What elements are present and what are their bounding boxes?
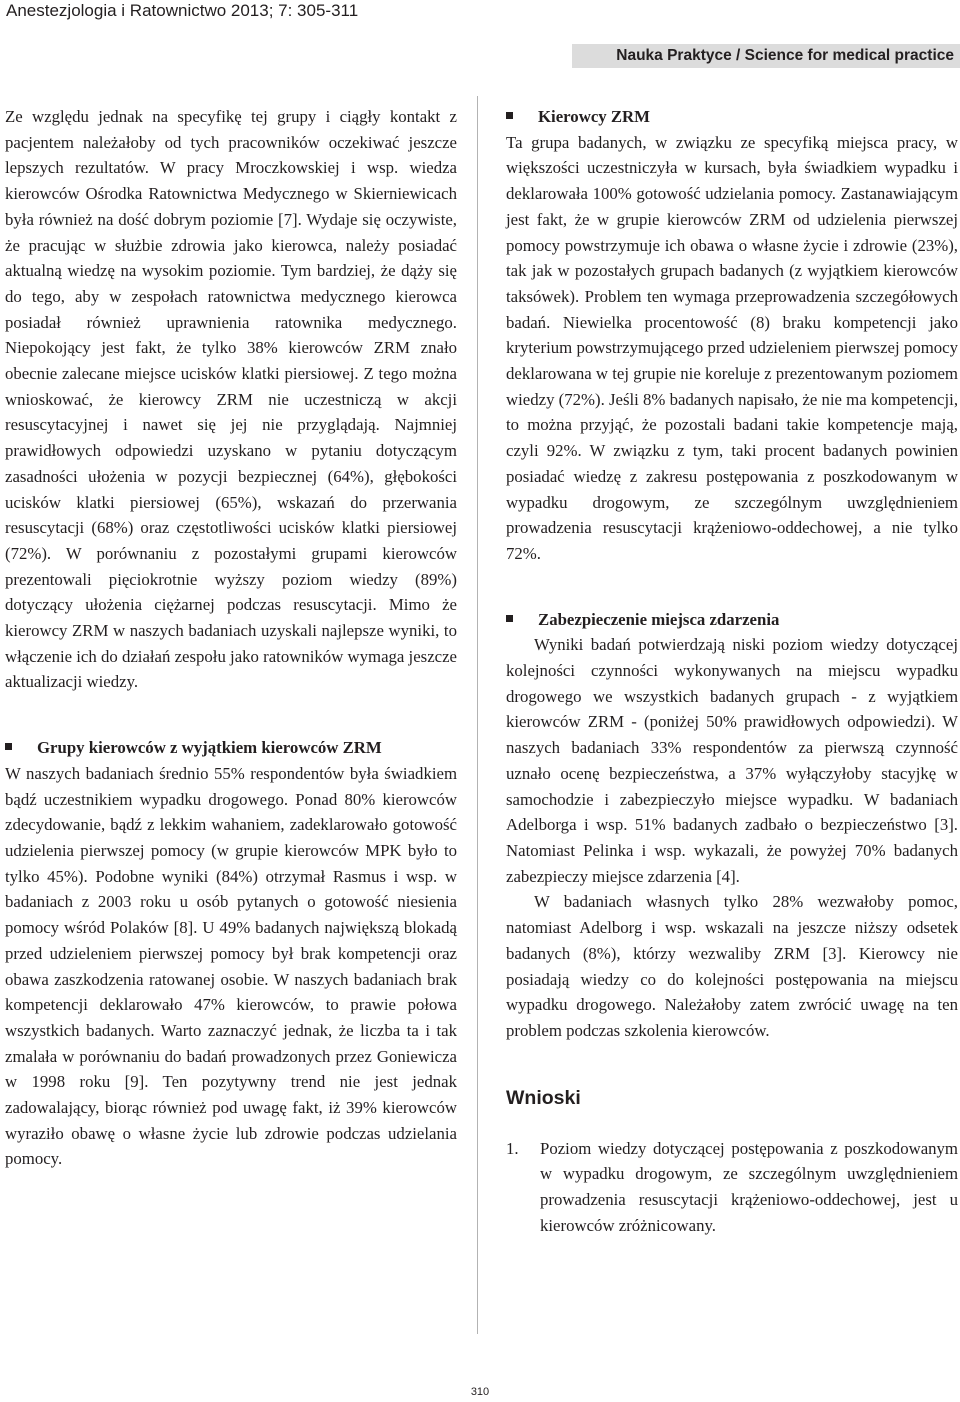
bullet-heading	[5, 735, 457, 761]
spacer	[5, 695, 457, 735]
page-number: 310	[470, 1386, 490, 1398]
column-divider	[477, 96, 478, 1334]
conclusion-item	[506, 1136, 958, 1239]
journal-citation: Anestezjologia i Ratownictwo 2013; 7: 305-311	[6, 1, 359, 20]
right-column	[506, 104, 958, 1238]
bullet-paragraph: Ta grupa badanych, w związku ze specyfiką miejsca pracy, w większości uczestniczyła w kursach, była świadkiem wypadku i deklarowała 100% gotowość udzielania pomocy. Zastanawiającym jest fakt, że w grupie kierowców ZRM od udzielenia pierwszej pomocy powstrzymuje ich obawa o własne życie i zdrowie (23%), tak jak w pozostałych grupach badanych (z wyjątkiem kierowców taksówek). Problem ten wymaga przeprowadzenia szczegółowych badań. Niewielka procentowość (8) braku kompetencji jako kryterium powstrzymującego przed udzieleniem pierwszej pomocy deklarowana w tej grupie nie koreluje z prezentowanym poziomem wiedzy (72%). Jeśli 8% badanych napisało, że nie ma kompetencji, to można przyjąć, że pozostali badani takie kompetencje mają, czyli 92%. W związku z tym, taki procent badanych powinien posiadać wiedzę z zakresu postępowania z poszkodowanym w wypadku drogowym, ze szczególnym uwzględnieniem prowadzenia resuscytacji krążeniowo-oddechowej, a nie tylko 72%.	[506, 132, 959, 563]
bullet-paragraph: W naszych badaniach średnio 55% respondentów była świadkiem bądź uczestnikiem wypadku drogowego. Ponad 80% kierowców zdecydowanie, bądź z lekkim wahaniem, zadeklarowało gotowość udzielenia pierwszej pomocy (w grupie kierowców MPK było to tylko 45%). Podobne wyniki (84%) otrzymał Rasmus i wsp. w badaniach z 2003 roku u osób pytanych o gotowość niesienia pomocy wśród Polaków [8]. U 49% badanych największą blokadą przed udzieleniem pierwszej pomocy był brak kompetencji oraz obawa zaszkodzenia ratowanej osobie. W naszych badaniach brak kompetencji deklarowało 47% kierowców, to prawie połowa wszystkich badanych. Warto zaznaczyć jednak, że liczba ta i tak zmalała w porównaniu do badań prowadzonych przez Goniewicza w 1998 roku [9]. Ten pozytywny trend nie jest jednak zadowalający, biorąc również pod uwagę fakt, iż 39% kierowców wyraziło obawę o własne życie lub zdrowie podczas udzielania pomocy.	[5, 763, 457, 1169]
section-label: Nauka Praktyce / Science for medical practice	[616, 47, 954, 64]
square-bullet-icon	[506, 615, 513, 622]
bullet-heading-text: Zabezpieczenie miejsca zdarzenia	[538, 609, 780, 629]
bullet-paragraph: W badaniach własnych tylko 28% wezwałoby pomoc, natomiast Adelborg i wsp. wskazali na jeszcze niższy odsetek badanych (8%), którzy wezwaliby ZRM [3]. Kierowcy nie posiadają wiedzy co do kolejności postępowania na miejscu wypadku drogowego. Należałoby zatem zwrócić uwagę na ten problem podczas szkolenia kierowców.	[506, 892, 958, 1040]
square-bullet-icon	[506, 112, 513, 119]
bullet-paragraph: Wyniki badań potwierdzają niski poziom wiedzy dotyczącej kolejności czynności wykonywanych na miejscu wypadku drogowego we wszystkich badanych grupach - z wyjątkiem kierowców ZRM - (poniżej 50% prawidłowych odpowiedzi). W naszych badaniach 33% respondentów za pierwszą czynność uznało ocenę bezpieczeństwa, a 37% wyłączyłoby stacyjkę w samochodzie i zabezpieczyło miejsce wypadku. W badaniach Adelborga i wsp. 51% badanych zadbało o bezpieczeństwo [3]. Natomiast Pelinka i wsp. wykazali, że powyżej 70% badanych zabezpieczy miejsce zdarzenia [4].	[506, 635, 958, 886]
square-bullet-icon	[5, 743, 12, 750]
section-header-band	[572, 44, 960, 68]
conclusion-number: 1.	[506, 1138, 519, 1158]
conclusion-text: Poziom wiedzy dotyczącej postępowania z poszkodowanym w wypadku drogowym, ze szczególnym uwzględnieniem prowadzenia resuscytacji krążeniowo-oddechowej, jest u kierowców zróżnicowany.	[540, 1138, 958, 1235]
bullet-heading	[506, 104, 958, 130]
spacer	[506, 1112, 958, 1136]
spacer	[506, 1044, 958, 1084]
left-column	[5, 104, 457, 1172]
bullet-heading	[506, 607, 958, 633]
conclusions-heading: Wnioski	[506, 1086, 581, 1109]
spacer	[506, 567, 958, 607]
bullet-heading-text: Grupy kierowców z wyjątkiem kierowców ZRM	[37, 738, 382, 758]
bullet-heading-text: Kierowcy ZRM	[538, 107, 651, 126]
discussion-paragraph: Ze względu jednak na specyfikę tej grupy i ciągły kontakt z pacjentem należałoby od tych pracowników oczekiwać jeszcze lepszych rezultatów. W pracy Mroczkowskiej i wsp. wiedza kierowców Ośrodka Ratownictwa Medycznego w Skierniewicach była również na dość dobrym poziomie [7]. Wydaje się oczywiste, że pracując w służbie zdrowia jako kierowca, należy posiadać aktualną wiedzę na wysokim poziomie. Tym bardziej, że dąży się do tego, aby w zespołach ratownictwa medycznego kierowca posiadał również uprawnienia ratownika medycznego. Niepokojący jest fakt, że tylko 38% kierowców ZRM znało obecnie zalecane miejsce ucisków klatki piersiowej. Z tego można wnioskować, że kierowcy ZRM nie uczestniczą w akcji resuscytacyjnej i nawet się jej nie przyglądają. Najmniej prawidłowych odpowiedzi uzyskano w pytaniu dotyczącym zasadności ułożenia w pozycji bezpiecznej (64%), głębokości ucisków klatki piersiowej (65%), wskazań do przerwania resuscytacji (68%) oraz częstotliwości ucisków klatki piersiowej (72%). W porównaniu z pozostałymi grupami kierowców prezentowali pięciokrotnie wyższy poziom wiedzy (89%) dotyczący ułożenia ciężarnej podczas resuscytacji. Mimo że kierowcy ZRM w naszych badaniach uzyskali najlepsze wyniki, to włączenie ich do działań zespołu jako ratowników wymaga jeszcze aktualizacji wiedzy.	[5, 107, 457, 692]
